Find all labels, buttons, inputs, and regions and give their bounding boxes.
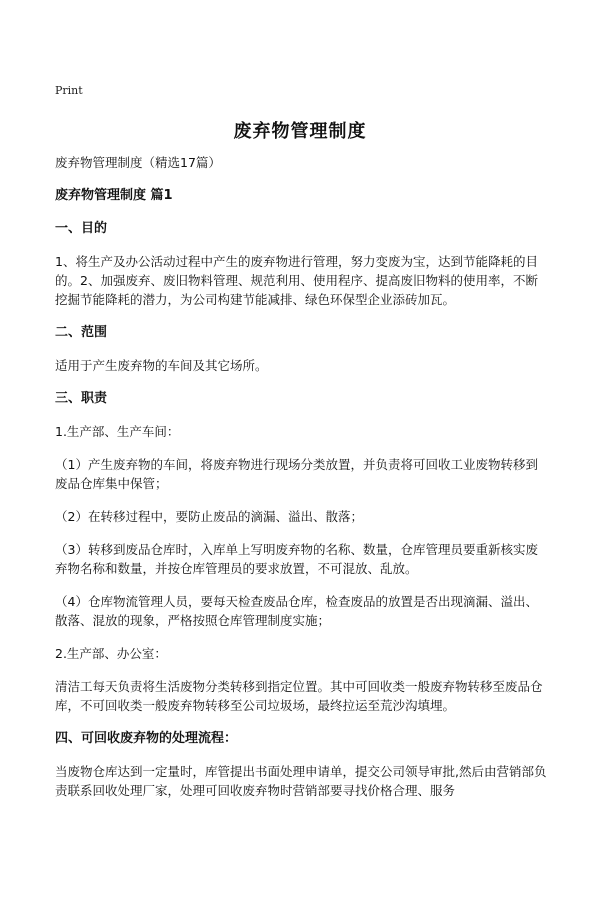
duty2-text: 清洁工每天负责将生活废物分类转移到指定位置。其中可回收类一般废弃物转移至废品仓库，不可回收类一般废弃物转移至公司垃圾场，最终拉运至荒沙沟填埋。 (55, 679, 543, 713)
print-label: Print (55, 84, 83, 97)
duty1-title: 1.生产部、生产车间： (55, 424, 180, 439)
duty1-item-2: （2）在转移过程中，要防止废品的滴漏、溢出、散落； (55, 509, 363, 524)
page-title: 废弃物管理制度 (233, 121, 367, 142)
document-subtitle: 废弃物管理制度（精选17篇） (55, 155, 221, 170)
section-heading-recycling-process: 四、可回收废弃物的处理流程： (55, 731, 238, 746)
section-text-purpose: 1、将生产及办公活动过程中产生的废弃物进行管理，努力变废为宝，达到节能降耗的目的。2、加强废弃、废旧物料管理、规范利用、使用程序、提高废旧物料的使用率，不断挖掘节能降耗的潜力，为公司构建节能减排、绿色环保型企业添砖加瓦。 (55, 254, 538, 307)
section-text-recycling-process: 当废物仓库达到一定量时，库管提出书面处理申请单，提交公司领导审批,然后由营销部负责联系回收处理厂家，处理可回收废弃物时营销部要寻找价格合理、服务 (55, 764, 547, 798)
section-heading-duties: 三、职责 (55, 391, 108, 406)
section-heading-purpose: 一、目的 (55, 221, 108, 236)
section-heading-scope: 二、范围 (55, 325, 108, 340)
duty1-item-4: （4）仓库物流管理人员，要每天检查废品仓库，检查废品的放置是否出现滴漏、溢出、散落、混放的现象，严格按照仓库管理制度实施； (55, 594, 538, 628)
section-text-scope: 适用于产生废弃物的车间及其它场所。 (55, 358, 268, 373)
duty2-title: 2.生产部、办公室： (55, 646, 167, 661)
duty1-item-3: （3）转移到废品仓库时，入库单上写明废弃物的名称、数量，仓库管理员要重新核实废弃物名称和数量，并按仓库管理员的要求放置，不可混放、乱放。 (55, 542, 538, 576)
duty1-item-1: （1）产生废弃物的车间，将废弃物进行现场分类放置，并负责将可回收工业废物转移到废品仓库集中保管； (55, 457, 538, 491)
chapter-heading: 废弃物管理制度 篇1 (55, 188, 173, 203)
document-body (55, 153, 550, 814)
